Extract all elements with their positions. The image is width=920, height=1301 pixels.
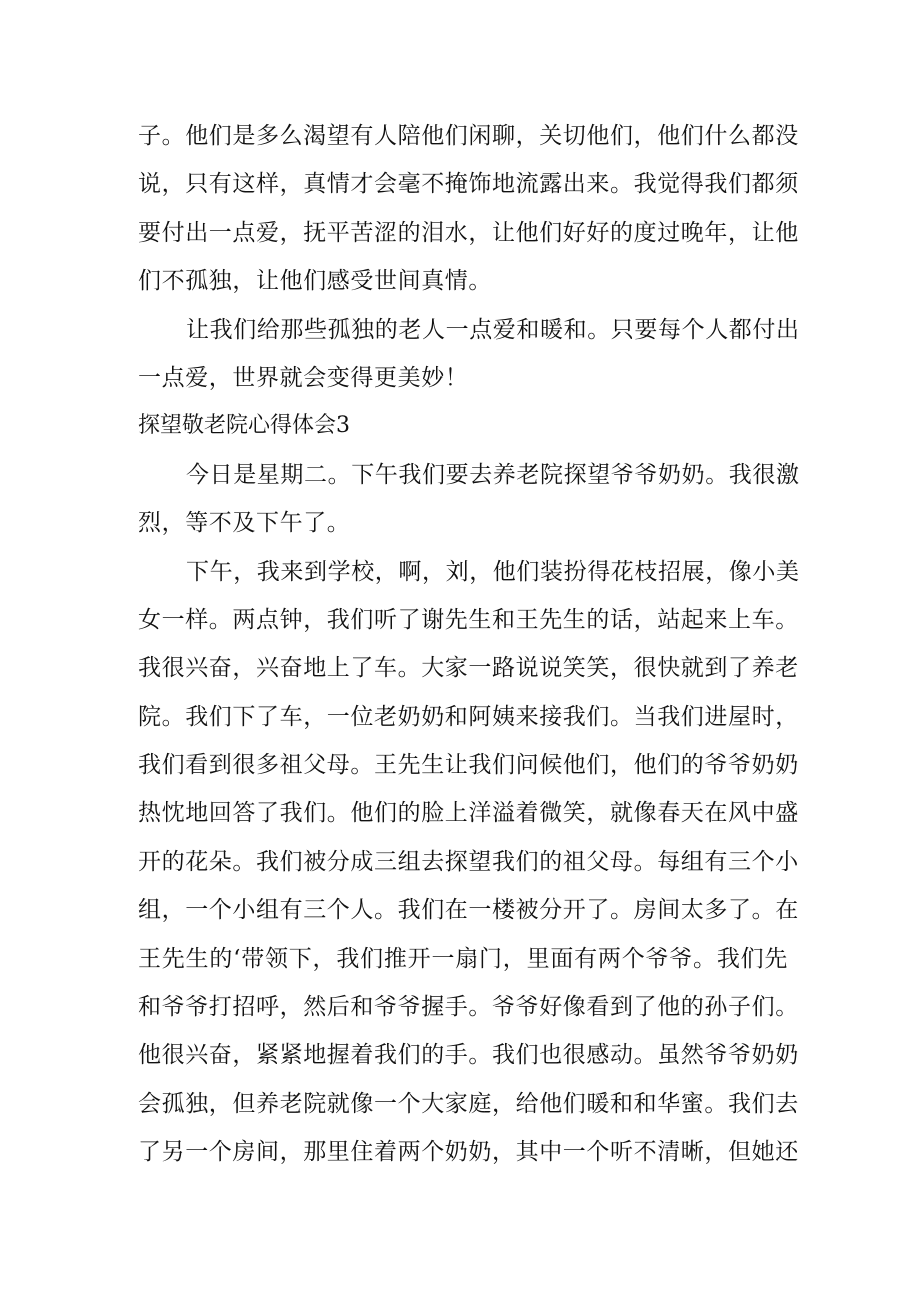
text-line: 和爷爷打招呼，然后和爷爷握手。爷爷好像看到了他的孙子们。 — [138, 994, 799, 1021]
text-line: 了另一个房间，那里住着两个奶奶，其中一个听不清晰，但她还 — [138, 1139, 799, 1166]
document-page — [138, 112, 800, 1177]
text-line: 组，一个小组有三个人。我们在一楼被分开了。房间太多了。在 — [138, 897, 799, 924]
text-line: 开的花朵。我们被分成三组去探望我们的祖父母。每组有三个小 — [138, 848, 799, 875]
text-line: 他很兴奋，紧紧地握着我们的手。我们也很感动。虽然爷爷奶奶 — [138, 1042, 799, 1069]
text-line: 我很兴奋，兴奋地上了车。大家一路说说笑笑，很快就到了养老 — [138, 655, 799, 682]
text-line: 烈，等不及下午了。 — [138, 510, 351, 537]
paragraph — [138, 306, 800, 403]
paragraph — [138, 451, 800, 548]
text-line: 让我们给那些孤独的老人一点爱和暖和。只要每个人都付出 — [186, 316, 800, 343]
text-line: 热忱地回答了我们。他们的脸上洋溢着微笑，就像春天在风中盛 — [138, 800, 799, 827]
text-line: 说，只有这样，真情才会毫不掩饰地流露出来。我觉得我们都须 — [138, 171, 799, 198]
text-line: 下午，我来到学校，啊，刘，他们装扮得花枝招展，像小美 — [186, 558, 800, 585]
text-line: 女一样。两点钟，我们听了谢先生和王先生的话，站起来上车。 — [138, 606, 799, 633]
text-line: 们不孤独，让他们感受世间真情。 — [138, 268, 492, 295]
text-line: 王先生的‘带领下，我们推开一扇门，里面有两个爷爷。我们先 — [138, 945, 788, 972]
paragraph — [138, 548, 800, 1177]
text-line: 要付出一点爱，抚平苦涩的泪水，让他们好好的度过晚年，让他 — [138, 219, 799, 246]
text-line: 院。我们下了车，一位老奶奶和阿姨来接我们。当我们进屋时， — [138, 703, 799, 730]
text-line: 一点爱，世界就会变得更美妙！ — [138, 364, 469, 391]
section-heading: 探望敬老院心得体会3 — [138, 413, 350, 439]
text-line: 今日是星期二。下午我们要去养老院探望爷爷奶奶。我很激 — [186, 461, 800, 488]
paragraph — [138, 112, 799, 306]
text-line: 我们看到很多祖父母。王先生让我们问候他们，他们的爷爷奶奶 — [138, 752, 799, 779]
text-line: 会孤独，但养老院就像一个大家庭，给他们暖和和华蜜。我们去 — [138, 1090, 799, 1117]
text-line: 子。他们是多么渴望有人陪他们闲聊，关切他们，他们什么都没 — [138, 123, 799, 149]
